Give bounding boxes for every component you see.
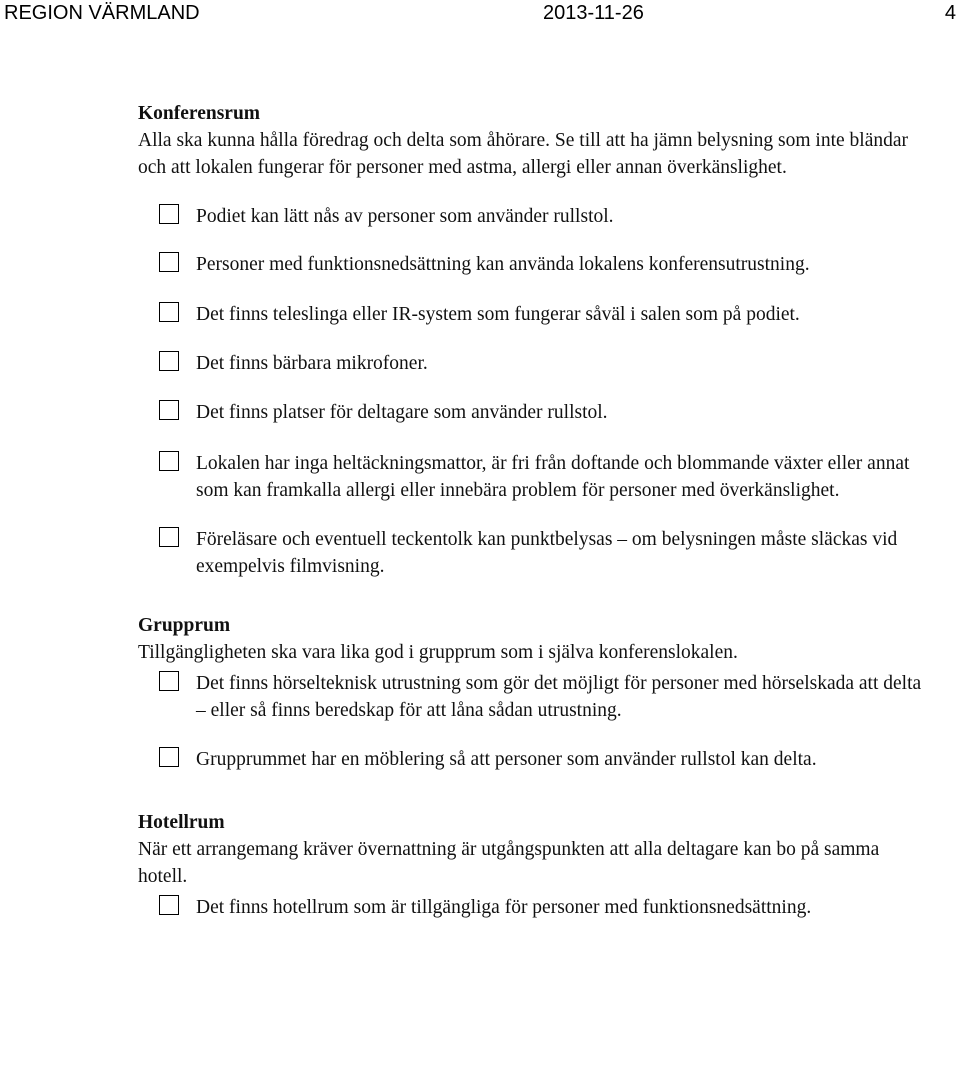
checklist-item bbox=[138, 746, 928, 773]
checklist-item-text: Det finns platser för deltagare som använder rullstol. bbox=[196, 402, 608, 423]
section-grupprum bbox=[138, 613, 928, 773]
checklist-item bbox=[138, 894, 928, 921]
checklist-item bbox=[138, 350, 928, 377]
document-body bbox=[138, 101, 928, 921]
checklist-item-text: Föreläsare och eventuell teckentolk kan punktbelysas – om belysningen måste släckas vid exempelvis filmvisning. bbox=[196, 529, 898, 577]
section-intro: Tillgängligheten ska vara lika god i grupprum som i själva konferenslokalen. bbox=[138, 642, 738, 663]
header-page-number: 4 bbox=[944, 2, 956, 24]
checklist-item-text: Det finns teleslinga eller IR-system som fungerar såväl i salen som på podiet. bbox=[196, 304, 800, 325]
checklist-item-text: Det finns hotellrum som är tillgängliga för personer med funktionsnedsättning. bbox=[196, 897, 812, 918]
checklist-item-text: Grupprummet har en möblering så att personer som använder rullstol kan delta. bbox=[196, 749, 817, 770]
checkbox[interactable] bbox=[159, 671, 179, 691]
section-heading: Konferensrum bbox=[138, 103, 261, 124]
section-konferensrum bbox=[138, 101, 928, 580]
checklist-item-text: Lokalen har inga heltäckningsmattor, är fri från doftande och blommande växter eller annat som kan framkalla allergi eller innebära problem för personer med överkänslighet. bbox=[196, 453, 910, 501]
checkbox[interactable] bbox=[159, 895, 179, 915]
checklist-item bbox=[138, 526, 928, 580]
checklist-item-text: Det finns hörselteknisk utrustning som gör det möjligt för personer med hörselskada att delta – eller så finns beredskap för att låna sådan utrustning. bbox=[196, 673, 922, 721]
checkbox[interactable] bbox=[159, 204, 179, 224]
checklist-item-text: Personer med funktionsnedsättning kan använda lokalens konferensutrustning. bbox=[196, 254, 810, 275]
checklist-item-text: Podiet kan lätt nås av personer som använder rullstol. bbox=[196, 206, 614, 227]
checkbox[interactable] bbox=[159, 400, 179, 420]
section-heading: Grupprum bbox=[138, 615, 231, 636]
checklist-item bbox=[138, 203, 928, 230]
section-hotellrum bbox=[138, 810, 928, 921]
section-intro: När ett arrangemang kräver övernattning är utgångspunkten att alla deltagare kan bo på samma hotell. bbox=[138, 839, 880, 887]
checklist-item bbox=[138, 670, 928, 724]
checkbox[interactable] bbox=[159, 302, 179, 322]
header-date: 2013-11-26 bbox=[543, 2, 644, 24]
checkbox[interactable] bbox=[159, 351, 179, 371]
section-heading: Hotellrum bbox=[138, 812, 225, 833]
section-intro: Alla ska kunna hålla föredrag och delta som åhörare. Se till att ha jämn belysning som inte bländar och att lokalen fungerar för personer med astma, allergi eller annan överkänslighet. bbox=[138, 130, 909, 178]
checkbox[interactable] bbox=[159, 451, 179, 471]
page-header bbox=[0, 0, 960, 30]
checklist-item bbox=[138, 399, 928, 426]
checkbox[interactable] bbox=[159, 527, 179, 547]
checklist-item bbox=[138, 301, 928, 328]
checkbox[interactable] bbox=[159, 747, 179, 767]
checklist-item-text: Det finns bärbara mikrofoner. bbox=[196, 353, 428, 374]
header-organization: REGION VÄRMLAND bbox=[4, 2, 200, 24]
checkbox[interactable] bbox=[159, 252, 179, 272]
checklist-item bbox=[138, 450, 928, 504]
checklist-item bbox=[138, 251, 928, 278]
